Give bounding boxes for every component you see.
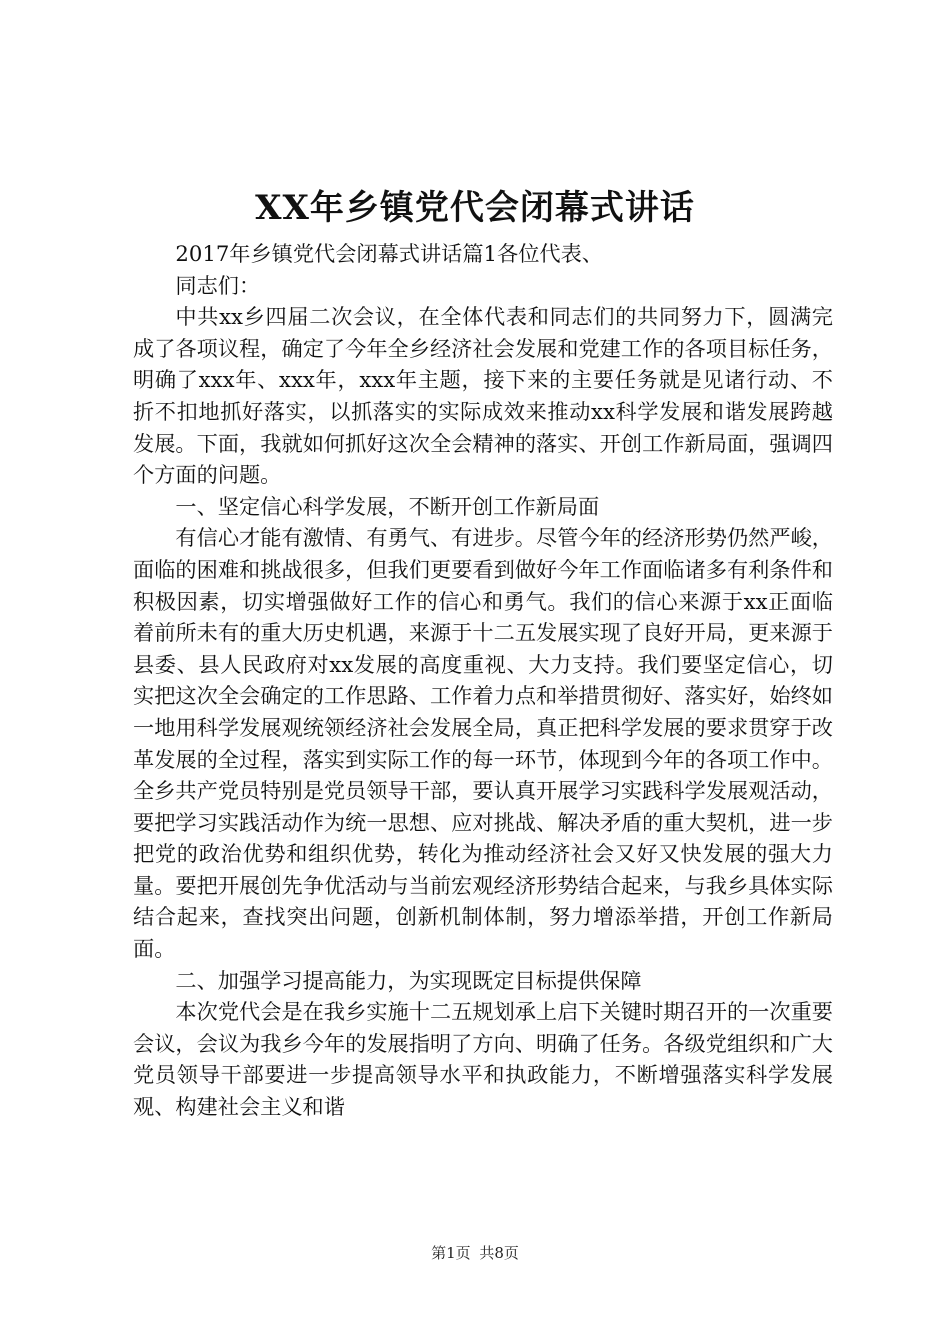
document-title: XX年乡镇党代会闭幕式讲话 — [255, 188, 695, 228]
paragraph-section-1: 有信心才能有激情、有勇气、有进步。尽管今年的经济形势仍然严峻，面临的困难和挑战很多，但我们更要看到做好今年工作面临诸多有利条件和积极因素，切实增强做好工作的信心和勇气。我们的信心来源于xx正面临着前所未有的重大历史机遇，来源于十二五发展实现了良好开局，更来源于县委、县人民政府对xx发展的高度重视、大力支持。我们要坚定信心，切实把这次全会确定的工作思路、工作着力点和举措贯彻好、落实好，始终如一地用科学发展观统领经济社会发展全局，真正把科学发展的要求贯穿于改革发展的全过程，落实到实际工作的每一环节，体现到今年的各项工作中。全乡共产党员特别是党员领导干部，要认真开展学习实践科学发展观活动，要把学习实践活动作为统一思想、应对挑战、解决矛盾的重大契机，进一步把党的政治优势和组织优势，转化为推动经济社会又好又快发展的强大力量。要把开展创先争优活动与当前宏观经济形势结合起来，与我乡具体实际结合起来，查找突出问题，创新机制体制，努力增添举措，开创工作新局面。 — [133, 525, 833, 962]
paragraph-intro: 中共xx乡四届二次会议，在全体代表和同志们的共同努力下，圆满完成了各项议程，确定了今年全乡经济社会发展和党建工作的各项目标任务，明确了xxx年、xxx年，xxx年主题，接下来的主要任务就是见诸行动、不折不扣地抓好落实，以抓落实的实际成效来推动xx科学发展和谐发展跨越发展。下面，我就如何抓好这次全会精神的落实、开创工作新局面，强调四个方面的问题。 — [133, 304, 833, 488]
page-footer — [0, 1242, 950, 1264]
document-body — [133, 238, 833, 1123]
page-total: 共8页 — [479, 1244, 519, 1262]
page-number: 第1页 — [431, 1244, 471, 1262]
section-heading-1: 一、坚定信心科学发展，不断开创工作新局面 — [175, 493, 600, 519]
paragraph-section-2: 本次党代会是在我乡实施十二五规划承上启下关键时期召开的一次重要会议，会议为我乡今年的发展指明了方向、明确了任务。各级党组织和广大党员领导干部要进一步提高领导水平和执政能力，不断增强落实科学发展观、构建社会主义和谐 — [133, 999, 833, 1120]
section-heading-2: 二、加强学习提高能力，为实现既定目标提供保障 — [175, 967, 642, 993]
opening-line: 2017年乡镇党代会闭幕式讲话篇1各位代表、 — [175, 241, 603, 266]
salutation: 同志们： — [175, 272, 261, 298]
